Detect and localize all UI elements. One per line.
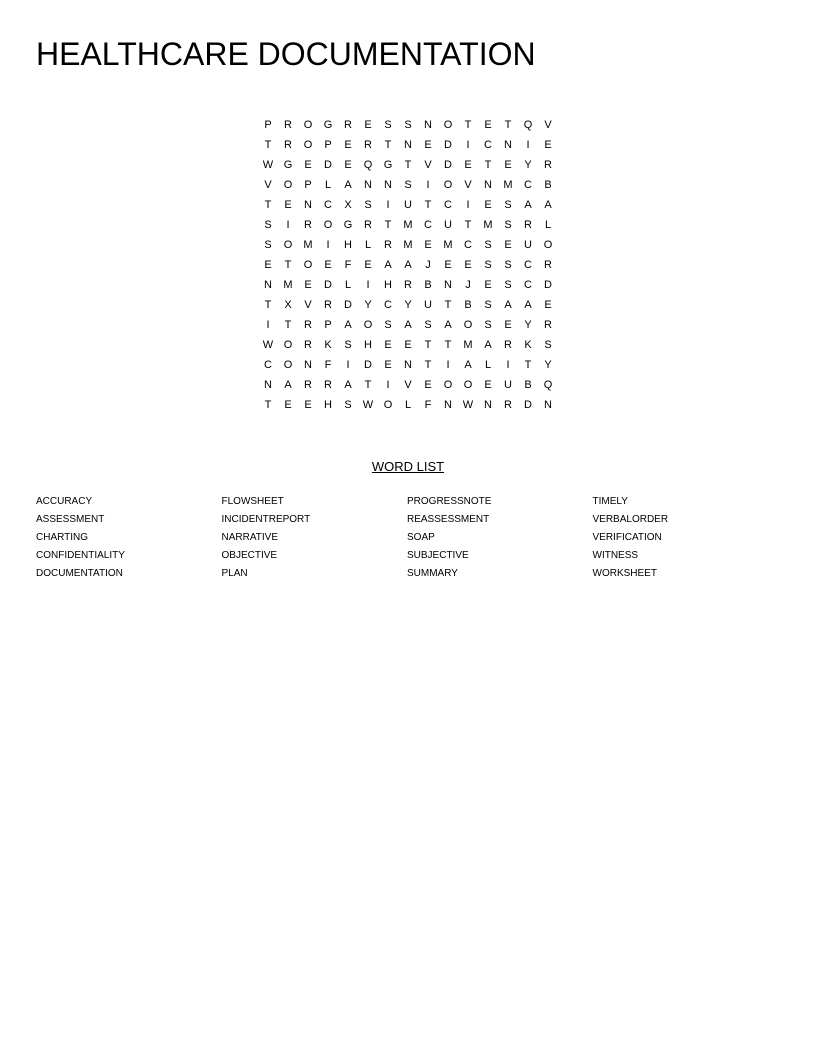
puzzle-letter: S bbox=[404, 119, 412, 131]
puzzle-letter: Q bbox=[363, 159, 373, 171]
puzzle-letter: T bbox=[424, 359, 432, 371]
puzzle-letter: T bbox=[264, 139, 272, 151]
puzzle-letter: A bbox=[544, 199, 552, 211]
puzzle-letter: C bbox=[444, 199, 452, 211]
word-list-item: SUMMARY bbox=[407, 568, 458, 579]
puzzle-letter: R bbox=[304, 319, 312, 331]
puzzle-letter: A bbox=[384, 259, 392, 271]
puzzle-letter: T bbox=[424, 339, 432, 351]
word-list-item: SUBJECTIVE bbox=[407, 550, 469, 561]
puzzle-letter: C bbox=[464, 239, 472, 251]
puzzle-letter: C bbox=[524, 279, 532, 291]
puzzle-letter: S bbox=[484, 319, 492, 331]
puzzle-letter: N bbox=[304, 359, 312, 371]
puzzle-letter: O bbox=[283, 179, 293, 191]
puzzle-letter: S bbox=[264, 239, 272, 251]
puzzle-letter: V bbox=[544, 119, 552, 131]
word-list bbox=[36, 493, 778, 583]
puzzle-letter: E bbox=[384, 359, 392, 371]
puzzle-letter: C bbox=[324, 199, 332, 211]
puzzle-letter: A bbox=[344, 179, 352, 191]
puzzle-letter: M bbox=[283, 279, 293, 291]
puzzle-letter: S bbox=[344, 399, 352, 411]
puzzle-letter: D bbox=[324, 159, 332, 171]
puzzle-letter: B bbox=[424, 279, 432, 291]
puzzle-letter: O bbox=[543, 239, 553, 251]
puzzle-letter: R bbox=[304, 379, 312, 391]
puzzle-letter: D bbox=[344, 299, 352, 311]
puzzle-letter: I bbox=[266, 319, 270, 331]
puzzle-letter: G bbox=[343, 219, 353, 231]
puzzle-letter: N bbox=[424, 119, 432, 131]
puzzle-letter: Q bbox=[543, 379, 553, 391]
puzzle-letter: D bbox=[364, 359, 372, 371]
puzzle-letter: D bbox=[524, 399, 532, 411]
puzzle-letter: S bbox=[384, 319, 392, 331]
word-list-item: NARRATIVE bbox=[221, 532, 278, 543]
puzzle-letter: I bbox=[466, 139, 470, 151]
puzzle-letter: O bbox=[323, 219, 333, 231]
puzzle-letter: A bbox=[404, 259, 412, 271]
puzzle-letter: S bbox=[504, 259, 512, 271]
puzzle-letter: S bbox=[404, 179, 412, 191]
puzzle-letter: K bbox=[324, 339, 332, 351]
puzzle-letter: B bbox=[524, 379, 532, 391]
puzzle-letter: U bbox=[444, 219, 452, 231]
puzzle-letter: E bbox=[384, 339, 392, 351]
puzzle-letter: O bbox=[283, 239, 293, 251]
puzzle-letter: E bbox=[364, 259, 372, 271]
puzzle-letter: D bbox=[324, 279, 332, 291]
puzzle-letter: D bbox=[544, 279, 552, 291]
puzzle-letter: Y bbox=[524, 159, 532, 171]
puzzle-letter: Y bbox=[524, 319, 532, 331]
puzzle-letter: M bbox=[303, 239, 313, 251]
puzzle-letter: S bbox=[504, 279, 512, 291]
puzzle-letter: E bbox=[504, 159, 512, 171]
puzzle-letter: G bbox=[383, 159, 393, 171]
puzzle-letter: T bbox=[384, 139, 392, 151]
puzzle-letter: B bbox=[464, 299, 472, 311]
puzzle-letter: A bbox=[344, 379, 352, 391]
puzzle-letter: S bbox=[344, 339, 352, 351]
puzzle-letter: S bbox=[504, 199, 512, 211]
puzzle-letter: O bbox=[283, 339, 293, 351]
word-list-item: WITNESS bbox=[592, 550, 639, 561]
puzzle-letter: E bbox=[364, 119, 372, 131]
puzzle-letter: A bbox=[344, 319, 352, 331]
puzzle-letter: O bbox=[443, 119, 453, 131]
puzzle-letter: V bbox=[304, 299, 312, 311]
puzzle-letter: U bbox=[504, 379, 512, 391]
puzzle-letter: H bbox=[344, 239, 352, 251]
puzzle-letter: E bbox=[304, 279, 312, 291]
puzzle-letter: N bbox=[484, 179, 492, 191]
puzzle-letter: Y bbox=[364, 299, 372, 311]
puzzle-letter: N bbox=[544, 399, 552, 411]
word-list-item: DOCUMENTATION bbox=[36, 568, 123, 579]
puzzle-letter: T bbox=[444, 339, 452, 351]
puzzle-letter: M bbox=[403, 239, 413, 251]
puzzle-letter: E bbox=[304, 159, 312, 171]
puzzle-letter: R bbox=[284, 139, 292, 151]
puzzle-letter: H bbox=[364, 339, 372, 351]
puzzle-letter: B bbox=[544, 179, 552, 191]
puzzle-letter: T bbox=[504, 119, 512, 131]
puzzle-letter: E bbox=[424, 239, 432, 251]
puzzle-letter: A bbox=[404, 319, 412, 331]
word-list-item: REASSESSMENT bbox=[407, 514, 490, 525]
word-list-item: INCIDENTREPORT bbox=[221, 514, 311, 525]
puzzle-letter: Y bbox=[404, 299, 412, 311]
puzzle-letter: D bbox=[444, 139, 452, 151]
puzzle-letter: T bbox=[484, 159, 492, 171]
puzzle-letter: S bbox=[264, 219, 272, 231]
puzzle-letter: N bbox=[384, 179, 392, 191]
puzzle-letter: G bbox=[283, 159, 293, 171]
puzzle-letter: R bbox=[384, 239, 392, 251]
puzzle-letter: I bbox=[506, 359, 510, 371]
puzzle-letter: P bbox=[324, 139, 332, 151]
puzzle-letter: C bbox=[424, 219, 432, 231]
puzzle-letter: N bbox=[264, 379, 272, 391]
word-list-item: VERIFICATION bbox=[592, 532, 662, 543]
puzzle-letter: U bbox=[424, 299, 432, 311]
puzzle-letter: S bbox=[484, 239, 492, 251]
puzzle-letter: U bbox=[404, 199, 412, 211]
puzzle-letter: O bbox=[303, 139, 313, 151]
puzzle-letter: I bbox=[426, 179, 430, 191]
page-title: HEALTHCARE DOCUMENTATION bbox=[36, 36, 536, 72]
puzzle-letter: X bbox=[284, 299, 292, 311]
word-list-item: TIMELY bbox=[592, 496, 628, 507]
puzzle-letter: D bbox=[444, 159, 452, 171]
word-list-item: PROGRESSNOTE bbox=[407, 496, 492, 507]
puzzle-letter: M bbox=[503, 179, 513, 191]
puzzle-letter: I bbox=[346, 359, 350, 371]
puzzle-letter: R bbox=[364, 219, 372, 231]
puzzle-letter: N bbox=[364, 179, 372, 191]
puzzle-letter: I bbox=[466, 199, 470, 211]
puzzle-letter: O bbox=[443, 379, 453, 391]
puzzle-letter: M bbox=[463, 339, 473, 351]
word-list-item: WORKSHEET bbox=[592, 568, 657, 579]
puzzle-letter: S bbox=[504, 219, 512, 231]
puzzle-letter: A bbox=[504, 299, 512, 311]
puzzle-letter: U bbox=[524, 239, 532, 251]
puzzle-letter: R bbox=[284, 119, 292, 131]
puzzle-letter: I bbox=[526, 139, 530, 151]
puzzle-letter: T bbox=[464, 119, 472, 131]
puzzle-letter: T bbox=[284, 259, 292, 271]
puzzle-letter: V bbox=[404, 379, 412, 391]
puzzle-letter: J bbox=[425, 259, 431, 271]
puzzle-letter: I bbox=[386, 199, 390, 211]
puzzle-letter: S bbox=[384, 119, 392, 131]
puzzle-letter: E bbox=[304, 399, 312, 411]
puzzle-letter: S bbox=[364, 199, 372, 211]
puzzle-letter: T bbox=[364, 379, 372, 391]
puzzle-letter: M bbox=[483, 219, 493, 231]
puzzle-letter: C bbox=[264, 359, 272, 371]
puzzle-letter: A bbox=[444, 319, 452, 331]
puzzle-letter: V bbox=[424, 159, 432, 171]
puzzle-letter: Y bbox=[544, 359, 552, 371]
puzzle-letter: L bbox=[344, 279, 352, 291]
puzzle-letter: W bbox=[362, 399, 374, 411]
word-list-heading: WORD LIST bbox=[371, 459, 445, 474]
puzzle-letter: R bbox=[344, 119, 352, 131]
puzzle-letter: O bbox=[303, 259, 313, 271]
puzzle-letter: L bbox=[324, 179, 332, 191]
puzzle-letter: T bbox=[264, 399, 272, 411]
puzzle-letter: L bbox=[404, 399, 412, 411]
puzzle-letter: H bbox=[384, 279, 392, 291]
puzzle-letter: E bbox=[444, 259, 452, 271]
puzzle-letter: N bbox=[264, 279, 272, 291]
puzzle-letter: R bbox=[544, 319, 552, 331]
puzzle-letter: O bbox=[283, 359, 293, 371]
puzzle-letter: Q bbox=[523, 119, 533, 131]
puzzle-letter: T bbox=[444, 299, 452, 311]
puzzle-letter: R bbox=[544, 259, 552, 271]
puzzle-letter: I bbox=[286, 219, 290, 231]
puzzle-letter: T bbox=[264, 199, 272, 211]
puzzle-letter: C bbox=[484, 139, 492, 151]
puzzle-letter: W bbox=[462, 399, 474, 411]
puzzle-letter: E bbox=[464, 259, 472, 271]
puzzle-letter: I bbox=[366, 279, 370, 291]
puzzle-letter: T bbox=[524, 359, 532, 371]
puzzle-letter: A bbox=[484, 339, 492, 351]
word-list-item: SOAP bbox=[407, 532, 435, 543]
puzzle-letter: F bbox=[344, 259, 352, 271]
puzzle-letter: A bbox=[284, 379, 292, 391]
puzzle-letter: S bbox=[484, 299, 492, 311]
puzzle-letter: E bbox=[504, 239, 512, 251]
puzzle-letter: P bbox=[264, 119, 272, 131]
word-list-item: VERBALORDER bbox=[592, 514, 669, 525]
puzzle-letter: E bbox=[404, 339, 412, 351]
puzzle-letter: N bbox=[444, 399, 452, 411]
puzzle-letter: R bbox=[544, 159, 552, 171]
word-search-grid bbox=[258, 115, 558, 415]
puzzle-letter: G bbox=[323, 119, 333, 131]
puzzle-letter: H bbox=[324, 399, 332, 411]
puzzle-letter: O bbox=[443, 179, 453, 191]
puzzle-letter: E bbox=[484, 199, 492, 211]
puzzle-letter: X bbox=[344, 199, 352, 211]
puzzle-letter: C bbox=[384, 299, 392, 311]
puzzle-letter: K bbox=[524, 339, 532, 351]
puzzle-letter: O bbox=[383, 399, 393, 411]
puzzle-letter: F bbox=[324, 359, 332, 371]
puzzle-letter: R bbox=[524, 219, 532, 231]
puzzle-letter: E bbox=[464, 159, 472, 171]
puzzle-letter: R bbox=[304, 339, 312, 351]
puzzle-letter: T bbox=[264, 299, 272, 311]
puzzle-letter: O bbox=[463, 319, 473, 331]
word-list-item: CONFIDENTIALITY bbox=[36, 550, 125, 561]
puzzle-letter: R bbox=[504, 399, 512, 411]
puzzle-letter: E bbox=[344, 159, 352, 171]
puzzle-letter: N bbox=[484, 399, 492, 411]
word-list-item: FLOWSHEET bbox=[221, 496, 284, 507]
puzzle-letter: L bbox=[484, 359, 492, 371]
word-list-item: ACCURACY bbox=[36, 496, 93, 507]
puzzle-letter: E bbox=[424, 379, 432, 391]
puzzle-letter: R bbox=[304, 219, 312, 231]
puzzle-letter: N bbox=[504, 139, 512, 151]
puzzle-letter: V bbox=[264, 179, 272, 191]
puzzle-letter: M bbox=[443, 239, 453, 251]
puzzle-letter: E bbox=[484, 379, 492, 391]
puzzle-letter: E bbox=[544, 139, 552, 151]
puzzle-letter: E bbox=[264, 259, 272, 271]
puzzle-letter: O bbox=[303, 119, 313, 131]
puzzle-letter: P bbox=[324, 319, 332, 331]
puzzle-letter: I bbox=[386, 379, 390, 391]
puzzle-letter: C bbox=[524, 259, 532, 271]
puzzle-letter: T bbox=[384, 219, 392, 231]
puzzle-letter: R bbox=[324, 299, 332, 311]
puzzle-letter: W bbox=[262, 159, 274, 171]
puzzle-letter: E bbox=[284, 399, 292, 411]
word-list-item: CHARTING bbox=[36, 532, 89, 543]
puzzle-letter: A bbox=[464, 359, 472, 371]
puzzle-letter: W bbox=[262, 339, 274, 351]
puzzle-letter: O bbox=[363, 319, 373, 331]
puzzle-letter: N bbox=[304, 199, 312, 211]
puzzle-letter: R bbox=[324, 379, 332, 391]
puzzle-letter: P bbox=[304, 179, 312, 191]
puzzle-letter: R bbox=[504, 339, 512, 351]
puzzle-letter: T bbox=[404, 159, 412, 171]
puzzle-letter: R bbox=[404, 279, 412, 291]
puzzle-letter: I bbox=[326, 239, 330, 251]
puzzle-letter: O bbox=[463, 379, 473, 391]
puzzle-letter: E bbox=[504, 319, 512, 331]
puzzle-letter: L bbox=[364, 239, 372, 251]
puzzle-letter: N bbox=[444, 279, 452, 291]
puzzle-letter: N bbox=[404, 139, 412, 151]
puzzle-letter: T bbox=[464, 219, 472, 231]
puzzle-letter: T bbox=[284, 319, 292, 331]
puzzle-letter: L bbox=[544, 219, 552, 231]
puzzle-letter: N bbox=[404, 359, 412, 371]
puzzle-letter: E bbox=[484, 119, 492, 131]
word-list-item: PLAN bbox=[221, 568, 248, 579]
puzzle-letter: T bbox=[424, 199, 432, 211]
puzzle-letter: M bbox=[403, 219, 413, 231]
puzzle-letter: E bbox=[544, 299, 552, 311]
puzzle-letter: A bbox=[524, 299, 532, 311]
puzzle-letter: E bbox=[284, 199, 292, 211]
puzzle-letter: S bbox=[544, 339, 552, 351]
puzzle-letter: C bbox=[524, 179, 532, 191]
puzzle-letter: A bbox=[524, 199, 532, 211]
word-list-item: ASSESSMENT bbox=[36, 514, 105, 525]
puzzle-letter: R bbox=[364, 139, 372, 151]
puzzle-letter: E bbox=[424, 139, 432, 151]
puzzle-letter: E bbox=[344, 139, 352, 151]
puzzle-letter: E bbox=[324, 259, 332, 271]
puzzle-letter: E bbox=[484, 279, 492, 291]
puzzle-letter: V bbox=[464, 179, 472, 191]
puzzle-letter: S bbox=[424, 319, 432, 331]
puzzle-letter: J bbox=[465, 279, 471, 291]
puzzle-letter: F bbox=[424, 399, 432, 411]
word-list-item: OBJECTIVE bbox=[221, 550, 278, 561]
puzzle-letter: I bbox=[446, 359, 450, 371]
puzzle-letter: S bbox=[484, 259, 492, 271]
